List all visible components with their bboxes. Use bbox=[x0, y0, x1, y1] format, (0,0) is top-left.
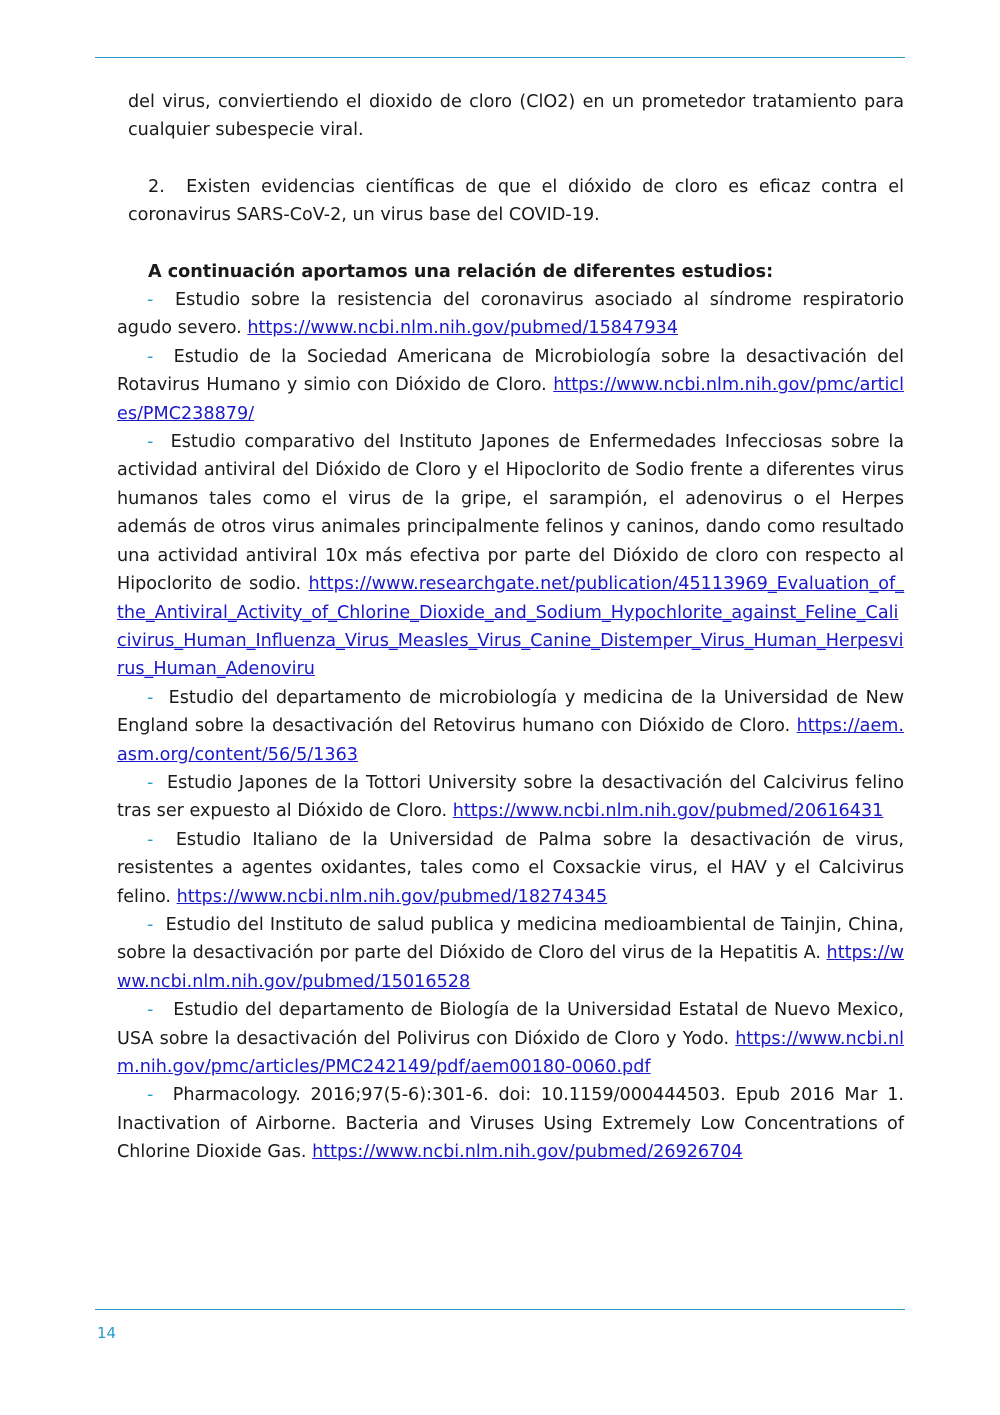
study-text: Estudio comparativo del Instituto Japones de Enfermedades Infecciosas sobre la actividad antiviral del Dióxido de Cloro y el Hipoclorito de Sodio frente a diferentes virus humanos tales como el virus de la gripe, el sarampión, el adenovirus o el Herpes además de otros virus animales principalmente felinos y caninos, dando como resultado una actividad antiviral 10x más efectiva por parte del Dióxido de cloro con respecto al Hipoclorito de sodio. bbox=[117, 432, 904, 595]
header-rule bbox=[95, 57, 905, 58]
study-text: Estudio del departamento de Biología de la Universidad Estatal de Nuevo Mexico, USA sobre la desactivación del Polivirus con Dióxido de Cloro y Yodo. bbox=[117, 1000, 905, 1049]
list-dash: - bbox=[147, 914, 154, 935]
study-link[interactable]: https://www.ncbi.nlm.nih.gov/pmc/articles/PMC242149/pdf/aem00180-0060.pdf bbox=[117, 1028, 905, 1077]
list-dash: - bbox=[147, 346, 154, 367]
paragraph-number: 2. bbox=[148, 176, 165, 197]
section-heading: A continuación aportamos una relación de diferentes estudios: bbox=[148, 261, 774, 282]
study-link[interactable]: https://www.ncbi.nlm.nih.gov/pubmed/15016528 bbox=[117, 943, 905, 992]
study-item bbox=[117, 1081, 904, 1166]
study-link[interactable]: https://www.ncbi.nlm.nih.gov/pubmed/26926704 bbox=[312, 1142, 743, 1163]
study-item bbox=[117, 684, 904, 769]
study-list bbox=[117, 286, 904, 1167]
study-item bbox=[117, 996, 904, 1081]
study-link[interactable]: https://www.ncbi.nlm.nih.gov/pubmed/20616431 bbox=[452, 801, 884, 822]
list-dash: - bbox=[147, 687, 154, 708]
study-text: Estudio del departamento de microbiología y medicina de la Universidad de New England sobre la desactivación del Retovirus humano con Dióxido de Cloro. bbox=[117, 687, 904, 737]
numbered-paragraph bbox=[117, 173, 904, 230]
study-item bbox=[117, 343, 904, 428]
study-item bbox=[117, 286, 904, 343]
list-dash: - bbox=[147, 772, 154, 793]
study-link[interactable]: https://www.ncbi.nlm.nih.gov/pubmed/18274345 bbox=[176, 886, 608, 907]
footer-rule bbox=[95, 1309, 905, 1310]
list-dash: - bbox=[147, 829, 154, 850]
study-item bbox=[117, 769, 904, 826]
study-item bbox=[117, 911, 904, 996]
study-text: Estudio del Instituto de salud publica y medicina medioambiental de Tainjin, China, sobre la desactivación por parte del Dióxido de Cloro del virus de la Hepatitis A. bbox=[117, 914, 904, 964]
study-link[interactable]: https://www.researchgate.net/publication/45113969_Evaluation_of_the_Antiviral_Activity_of_Chlorine_Dioxide_and_Sodium_Hypochlorite_against_Feline_Calicivirus_Human_Influenza_Virus_Measles_Virus_Canine_Distemper_Virus_Human_Herpesvirus_Human_Adenoviru bbox=[117, 574, 905, 680]
study-text: Estudio de la Sociedad Americana de Microbiología sobre la desactivación del Rotavirus Humano y simio con Dióxido de Cloro. bbox=[117, 346, 904, 396]
list-dash: - bbox=[147, 1000, 154, 1021]
study-text: Estudio Italiano de la Universidad de Palma sobre la desactivación de virus, resistentes a agentes oxidantes, tales como el Coxsackie virus, el HAV y el Calcivirus felino. bbox=[117, 829, 905, 907]
paragraph-text: Existen evidencias científicas de que el dióxido de cloro es eficaz contra el coronavirus SARS-CoV-2, un virus base del COVID-19. bbox=[128, 176, 904, 226]
list-dash: - bbox=[147, 1085, 154, 1106]
study-item bbox=[117, 428, 904, 684]
study-text: Pharmacology. 2016;97(5-6):301-6. doi: 10.1159/000444503. Epub 2016 Mar 1. Inactivation of Airborne. Bacteria and Viruses Using Extremely Low Concentrations of Chlorine Dioxide Gas. bbox=[117, 1085, 904, 1163]
study-link[interactable]: https://aem.asm.org/content/56/5/1363 bbox=[117, 716, 904, 765]
list-dash: - bbox=[147, 290, 154, 311]
study-link[interactable]: https://www.ncbi.nlm.nih.gov/pubmed/15847934 bbox=[247, 318, 678, 339]
study-item bbox=[117, 826, 904, 911]
study-text: Estudio sobre la resistencia del coronavirus asociado al síndrome respiratorio agudo severo. bbox=[117, 290, 904, 339]
list-dash: - bbox=[147, 432, 154, 453]
page-number: 14 bbox=[97, 1324, 117, 1342]
study-text: Estudio Japones de la Tottori University sobre la desactivación del Calcivirus felino tras ser expuesto al Dióxido de Cloro. bbox=[117, 772, 904, 822]
study-link[interactable]: https://www.ncbi.nlm.nih.gov/pmc/articles/PMC238879/ bbox=[117, 375, 904, 424]
intro-paragraph: del virus, conviertiendo el dioxido de cloro (ClO2) en un prometedor tratamiento para cualquier subespecie viral. bbox=[128, 92, 904, 141]
page-content bbox=[117, 88, 904, 1167]
